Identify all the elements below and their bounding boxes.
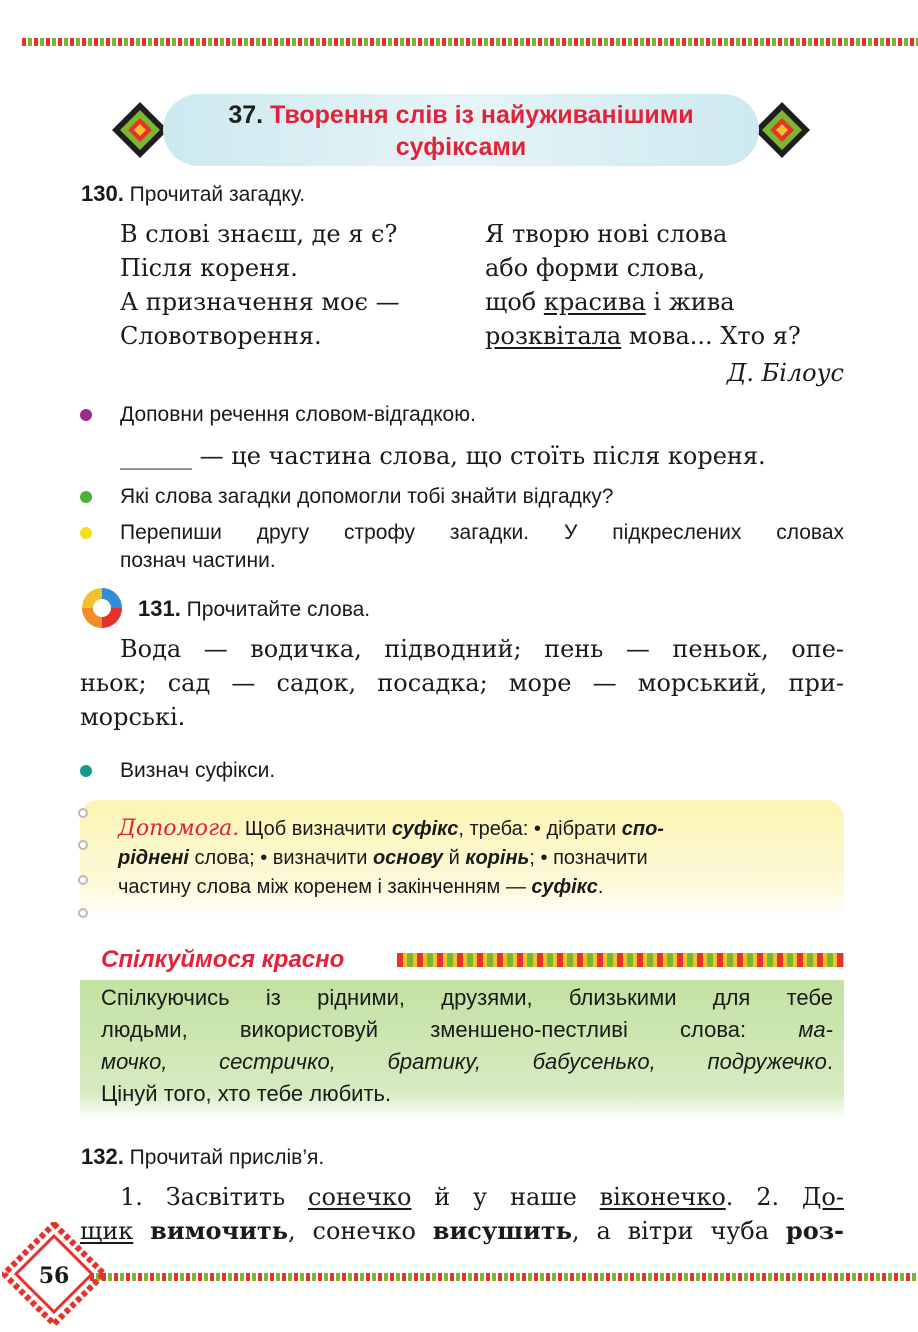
underlined-word: розквітала <box>485 322 622 350</box>
text-line <box>118 844 828 873</box>
section-title: Спілкуймося красно <box>101 946 345 973</box>
ring-icon <box>78 808 88 818</box>
text-line <box>118 873 828 902</box>
riddle-stanza-1 <box>120 217 460 353</box>
text: і жива <box>645 288 735 316</box>
text-line: ньок; сад — садок, посадка; море — морський, при- <box>80 669 844 697</box>
poem-line: Я творю нові слова <box>485 220 728 248</box>
text-line: Вода — водичка, підводний; пень — пеньок, опе- <box>120 635 844 663</box>
fill-in-sentence: ______ — це частина слова, що стоїть після кореня. <box>120 442 766 470</box>
task-number: 130. <box>81 181 124 206</box>
text: Щоб визначити <box>239 818 392 840</box>
ring-icon <box>78 840 88 850</box>
bold-word: роз- <box>785 1216 844 1245</box>
text: людьми, використовуй зменшено-пестливі слова: <box>101 1017 799 1042</box>
text: , треба: • дібрати <box>458 818 622 840</box>
underlined-word: щик <box>80 1217 134 1245</box>
bullet-text: Які слова загадки допомогли тобі знайти відгадку? <box>120 485 614 508</box>
poem-author: Д. Білоус <box>726 359 844 387</box>
text: мова... Хто я? <box>621 322 801 350</box>
text-line: Перепиши другу строфу загадки. У підкреслених словах <box>120 521 844 544</box>
text-line <box>101 1014 833 1046</box>
poem-line <box>485 285 845 319</box>
lesson-title-line1: Творення слів із найуживанішими <box>270 101 694 129</box>
bold-term: корінь <box>465 847 530 869</box>
text: 1. Засвітить <box>120 1183 309 1211</box>
teal-bullet <box>80 765 92 777</box>
italic-word: ма- <box>798 1017 833 1042</box>
text-line: Спілкуючись із рідними, друзями, близькими для тебе <box>101 985 833 1010</box>
bold-word: висушить <box>432 1216 572 1245</box>
task-instruction: Прочитайте слова. <box>186 598 371 621</box>
bold-term: спо- <box>621 818 664 840</box>
task-instruction: Прочитай загадку. <box>129 183 306 206</box>
text: ; • позначити <box>529 847 648 869</box>
text: . <box>826 1049 833 1074</box>
poem-line: Після кореня. <box>120 254 298 282</box>
group-work-icon <box>80 586 124 630</box>
word-list <box>80 632 844 734</box>
text-line: познач частини. <box>120 549 276 572</box>
lesson-title <box>163 94 759 166</box>
lesson-number: 37. <box>228 101 264 129</box>
green-bullet <box>80 491 92 503</box>
bold-term: ріднені <box>118 847 189 869</box>
task-instruction: Прочитай прислів’я. <box>129 1146 325 1169</box>
purple-bullet <box>80 409 92 421</box>
embroidery-strip <box>397 953 844 967</box>
text: . <box>597 876 604 898</box>
ring-icon <box>78 875 88 885</box>
task-number: 132. <box>81 1144 124 1169</box>
poem-line: Словотворення. <box>120 322 322 350</box>
italic-words: мочко, сестричко, братику, бабусенько, подружечко <box>101 1049 827 1074</box>
text-line <box>80 1180 844 1214</box>
underlined-word: віконечко <box>599 1183 726 1211</box>
lesson-title-line2: суфіксами <box>395 133 527 161</box>
bottom-ornament-border <box>90 1273 918 1281</box>
poem-line: А призначення моє — <box>120 288 400 316</box>
text: й у наше <box>411 1183 600 1211</box>
text: й <box>443 847 466 869</box>
bold-term: суфікс <box>531 876 598 898</box>
bullet-text: Доповни речення словом-відгадкою. <box>120 403 476 426</box>
task-131-heading <box>138 596 370 622</box>
ring-icon <box>78 908 88 918</box>
bullet-text: Визнач суфікси. <box>120 759 276 782</box>
text-line <box>80 1214 844 1248</box>
communicate-box <box>80 980 844 1120</box>
left-embroidery-ornament <box>110 100 170 160</box>
bullet-text <box>120 519 844 575</box>
text-line: Цінуй того, хто тебе любить. <box>101 1081 392 1106</box>
proverbs-text <box>80 1180 844 1248</box>
bold-word: вимочить <box>150 1216 289 1245</box>
task-130-heading <box>81 181 305 207</box>
text: , а вітри чуба <box>572 1217 786 1245</box>
yellow-bullet <box>80 527 92 539</box>
text: . 2. <box>725 1183 802 1211</box>
page-number: 56 <box>38 1263 70 1289</box>
poem-line: або форми слова, <box>485 254 706 282</box>
text: слова; • визначити <box>188 847 373 869</box>
top-ornament-border <box>22 38 918 46</box>
text-line <box>118 814 828 844</box>
help-text <box>118 814 828 902</box>
communicate-text <box>101 982 833 1110</box>
text: , сонечко <box>288 1217 433 1245</box>
underlined-word: До- <box>801 1183 844 1211</box>
underlined-word: сонечко <box>308 1183 412 1211</box>
help-note-box <box>80 800 844 918</box>
underlined-word: красива <box>543 288 646 316</box>
task-132-heading <box>81 1144 324 1170</box>
right-embroidery-ornament <box>752 100 812 160</box>
help-label: Допомога. <box>118 816 240 841</box>
text-line: морські. <box>80 703 186 731</box>
text: щоб <box>485 288 544 316</box>
riddle-stanza-2 <box>485 217 845 353</box>
poem-line: В слові знаєш, де я є? <box>120 220 398 248</box>
bold-term: суфікс <box>391 818 459 840</box>
bold-term: основу <box>372 847 444 869</box>
task-number: 131. <box>138 596 181 621</box>
text: частину слова між коренем і закінченням — <box>118 876 532 898</box>
poem-line <box>485 319 845 353</box>
text-line <box>101 1046 833 1078</box>
